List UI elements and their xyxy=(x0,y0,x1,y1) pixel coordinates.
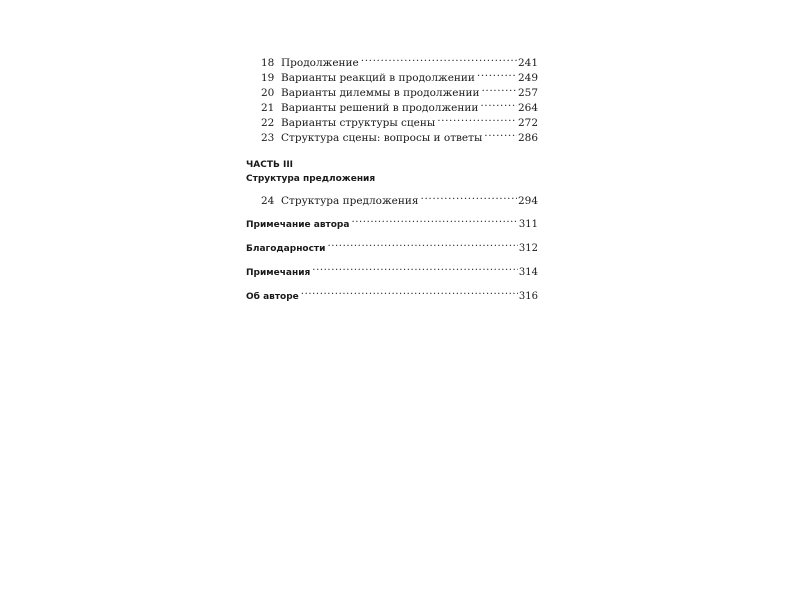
chapter-number: 19 xyxy=(261,71,275,84)
chapter-number: 20 xyxy=(261,86,275,99)
chapter-title: Варианты реакций в продолжении xyxy=(281,71,475,84)
table-of-contents xyxy=(246,55,538,304)
section-title: Примечания xyxy=(246,268,311,278)
section-title: Благодарности xyxy=(246,244,326,254)
toc-entry-chapter-22[interactable] xyxy=(246,115,538,130)
dot-leader xyxy=(361,55,517,66)
chapter-number: 18 xyxy=(261,56,275,69)
dot-leader xyxy=(481,85,517,96)
dot-leader xyxy=(437,115,517,126)
chapter-title: Структура предложения xyxy=(281,194,419,207)
dot-leader xyxy=(312,265,518,275)
chapter-number: 24 xyxy=(261,194,275,207)
page-number: 311 xyxy=(518,219,538,230)
toc-entry-chapter-19[interactable] xyxy=(246,70,538,85)
page-number: 264 xyxy=(517,101,538,114)
toc-entry-chapter-21[interactable] xyxy=(246,100,538,115)
dot-leader xyxy=(477,70,517,81)
toc-entry-chapter-18[interactable] xyxy=(246,55,538,70)
toc-entry-chapter-23[interactable] xyxy=(246,130,538,145)
toc-entry-about-author[interactable] xyxy=(246,289,538,304)
section-title: Об авторе xyxy=(246,292,299,302)
page-number: 272 xyxy=(517,116,538,129)
toc-entry-chapter-24[interactable] xyxy=(246,193,538,208)
dot-leader xyxy=(484,130,517,141)
page-number: 241 xyxy=(517,56,538,69)
dot-leader xyxy=(421,193,517,204)
page-number: 249 xyxy=(517,71,538,84)
chapter-title: Варианты решений в продолжении xyxy=(281,101,479,114)
page-number: 294 xyxy=(517,194,538,207)
toc-entry-acknowledgements[interactable] xyxy=(246,241,538,256)
page-number: 286 xyxy=(517,131,538,144)
chapter-title: Варианты структуры сцены xyxy=(281,116,436,129)
chapter-title: Продолжение xyxy=(281,56,359,69)
toc-entry-notes[interactable] xyxy=(246,265,538,280)
dot-leader xyxy=(480,100,517,111)
part-title: Структура предложения xyxy=(246,174,376,184)
page-number: 314 xyxy=(518,267,538,278)
toc-entry-chapter-20[interactable] xyxy=(246,85,538,100)
section-title: Примечание автора xyxy=(246,220,350,230)
page-number: 316 xyxy=(518,291,538,302)
dot-leader xyxy=(301,289,518,299)
page-number: 312 xyxy=(518,243,538,254)
chapter-number: 21 xyxy=(261,101,275,114)
page-number: 257 xyxy=(517,86,538,99)
chapter-title: Структура сцены: вопросы и ответы xyxy=(281,131,483,144)
part-label: ЧАСТЬ III xyxy=(246,160,294,170)
toc-entry-authors-note[interactable] xyxy=(246,217,538,232)
dot-leader xyxy=(327,241,517,251)
chapter-title: Варианты дилеммы в продолжении xyxy=(281,86,480,99)
chapter-number: 23 xyxy=(261,131,275,144)
dot-leader xyxy=(351,217,517,227)
chapter-number: 22 xyxy=(261,116,275,129)
